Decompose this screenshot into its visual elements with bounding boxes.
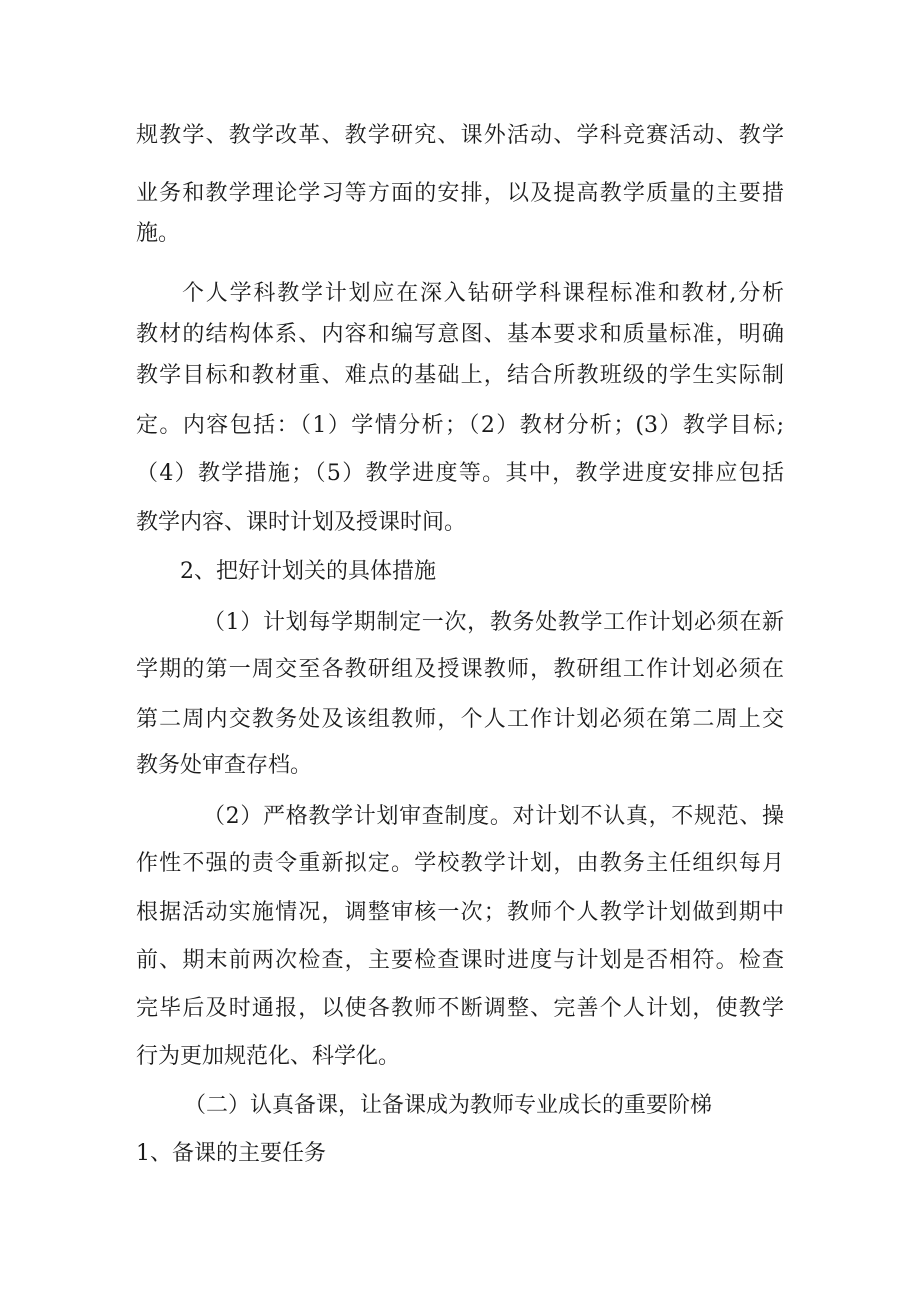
text-line: 学期的第一周交至各教研组及授课教师，教研组工作计划必须在 — [136, 657, 784, 682]
text-line: 前、期末前两次检查，主要检查课时进度与计划是否相符。检查 — [136, 948, 784, 973]
text-line: 施。 — [136, 221, 181, 246]
text-line: 根据活动实施情况，调整审核一次；教师个人教学计划做到期中 — [136, 900, 784, 925]
text-line: 第二周内交教务处及该组教师，个人工作计划必须在第二周上交 — [136, 707, 784, 732]
section-heading: （二）认真备课，让备课成为教师专业成长的重要阶梯 — [184, 1093, 713, 1118]
text-line: 业务和教学理论学习等方面的安排，以及提高教学质量的主要措 — [136, 181, 784, 206]
text-line: 个人学科教学计划应在深入钻研学科课程标准和教材,分析 — [182, 281, 784, 306]
section-heading: 1、备课的主要任务 — [136, 1141, 326, 1166]
text-line: （2）严格教学计划审查制度。对计划不认真，不规范、操 — [203, 804, 784, 829]
text-line: 教材的结构体系、内容和编写意图、基本要求和质量标准，明确 — [136, 322, 784, 347]
text-line: 教学内容、课时计划及授课时间。 — [136, 510, 467, 535]
section-heading: 2、把好计划关的具体措施 — [180, 559, 436, 584]
text-line: 教务处审查存档。 — [136, 753, 313, 778]
text-line: 教学目标和教材重、难点的基础上，结合所教班级的学生实际制 — [136, 363, 784, 388]
text-line: 规教学、教学改革、教学研究、课外活动、学科竞赛活动、教学 — [136, 123, 784, 148]
text-line: （1）计划每学期制定一次，教务处教学工作计划必须在新 — [203, 610, 784, 635]
text-line: 行为更加规范化、科学化。 — [136, 1044, 401, 1069]
text-line: 完毕后及时通报，以使各教师不断调整、完善个人计划，使教学 — [136, 996, 784, 1021]
text-line: 定。内容包括：（1）学情分析；（2）教材分析；(3）教学目标; — [136, 413, 784, 438]
text-line: 作性不强的责令重新拟定。学校教学计划，由教务主任组织每月 — [136, 851, 784, 876]
text-line: （4）教学措施；（5）教学进度等。其中，教学进度安排应包括 — [136, 461, 784, 486]
